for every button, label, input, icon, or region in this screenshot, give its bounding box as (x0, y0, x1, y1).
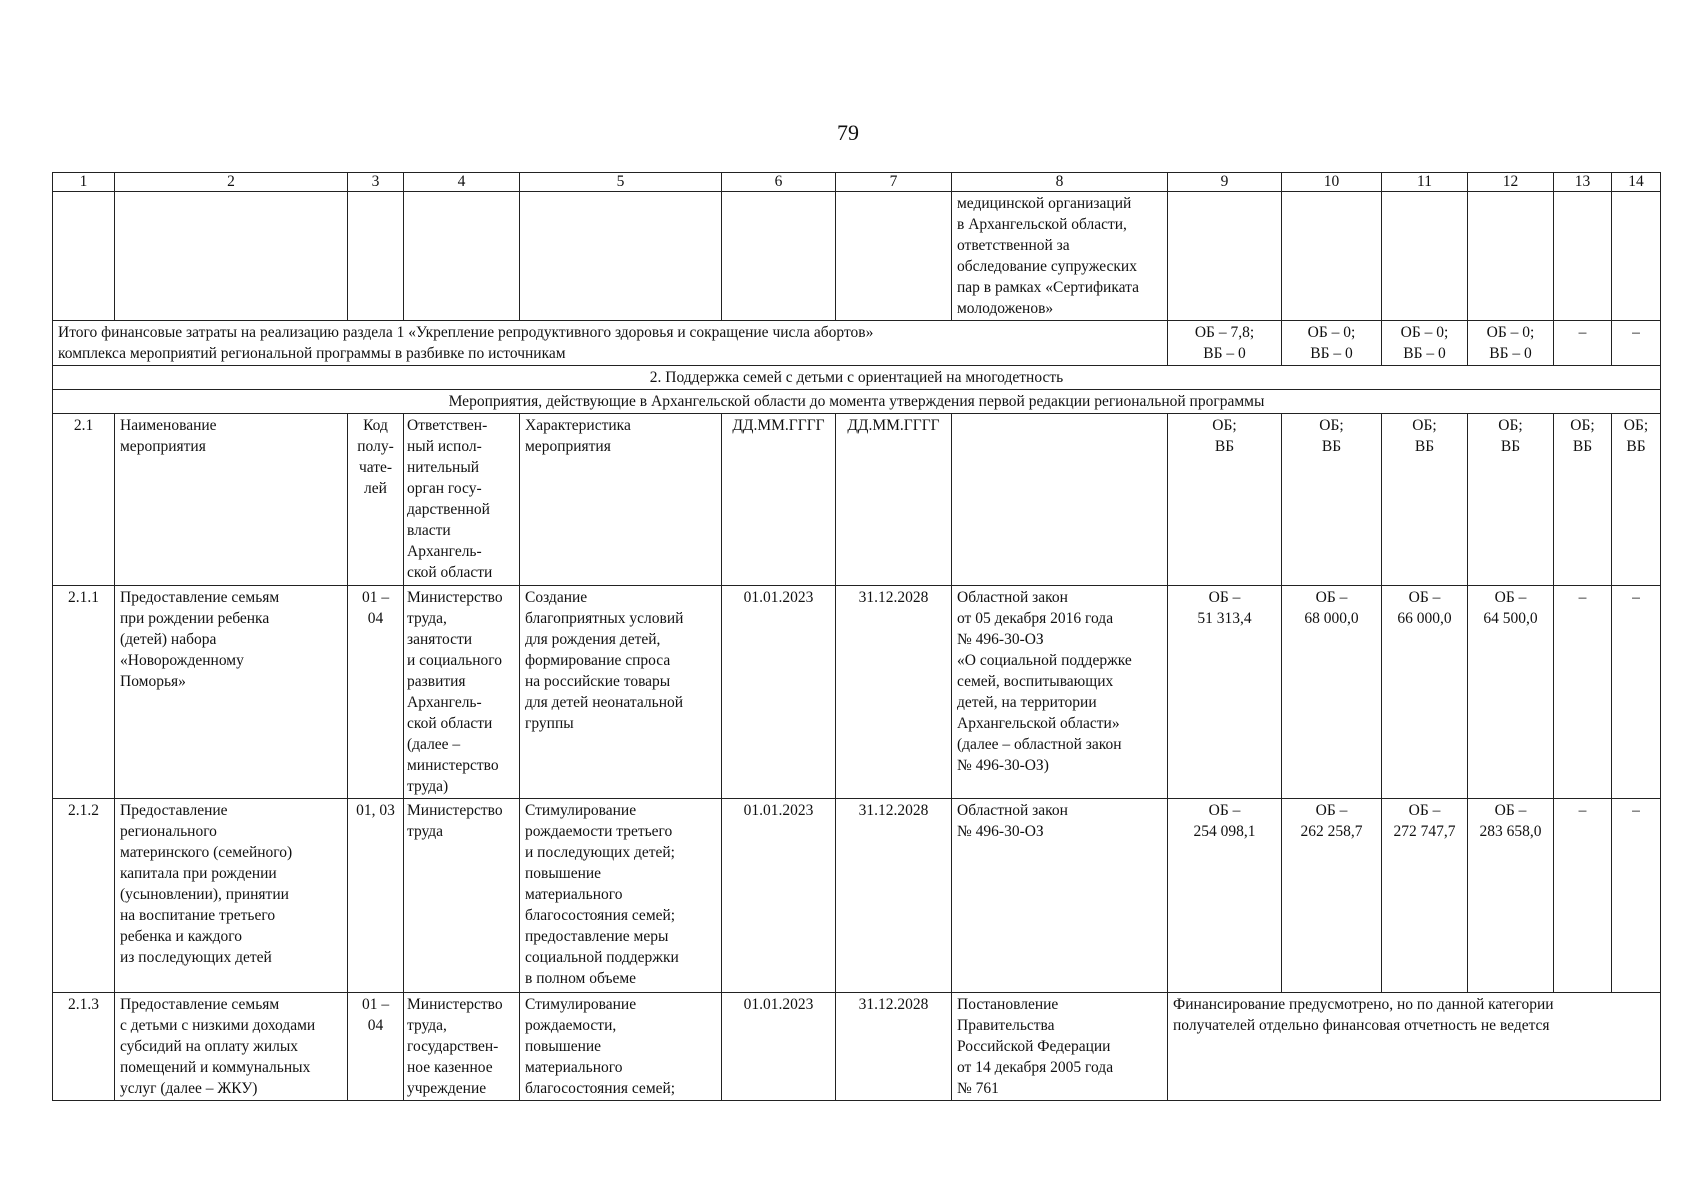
start-date: 01.01.2023 (722, 993, 836, 1101)
table-cell (1168, 192, 1282, 321)
start-date: ДД.ММ.ГГГГ (722, 414, 836, 586)
column-number: 1 (53, 173, 115, 192)
column-number: 8 (952, 173, 1168, 192)
table-cell (1282, 192, 1382, 321)
responsible-body: Министерство труда, занятости и социального развития Архангель- ской области (далее – министерство труда) (404, 586, 520, 799)
recipient-code: Код полу- чате- лей (348, 414, 404, 586)
template-row (53, 414, 1661, 586)
funding-cell: – (1612, 799, 1661, 993)
column-number: 14 (1612, 173, 1661, 192)
funding-cell: ОБ; ВБ (1468, 414, 1554, 586)
column-number: 2 (115, 173, 348, 192)
table-cell (1612, 192, 1661, 321)
section-title-row (53, 366, 1661, 390)
funding-cell: ОБ; ВБ (1168, 414, 1282, 586)
table-cell (520, 192, 722, 321)
subsection-title-row (53, 390, 1661, 414)
section-title: 2. Поддержка семей с детьми с ориентацией на многодетность (53, 366, 1661, 390)
start-date: 01.01.2023 (722, 586, 836, 799)
table-row (53, 799, 1661, 993)
table-cell (1554, 192, 1612, 321)
legal-basis: Постановление Правительства Российской Федерации от 14 декабря 2005 года № 761 (952, 993, 1168, 1101)
end-date: ДД.ММ.ГГГГ (836, 414, 952, 586)
funding-cell: ОБ – 64 500,0 (1468, 586, 1554, 799)
funding-cell: ОБ – 0; ВБ – 0 (1468, 321, 1554, 366)
funding-cell: ОБ – 0; ВБ – 0 (1282, 321, 1382, 366)
measure-name: Предоставление семьям при рождении ребенка (детей) набора «Новорожденному Поморья» (115, 586, 348, 799)
legal-basis (952, 414, 1168, 586)
table-cell (404, 192, 520, 321)
funding-cell: ОБ; ВБ (1282, 414, 1382, 586)
item-number: 2.1.1 (53, 586, 115, 799)
recipient-code: 01 – 04 (348, 586, 404, 799)
total-label: Итого финансовые затраты на реализацию раздела 1 «Укрепление репродуктивного здоровья и сокращение числа абортов» комплекса мероприятий региональной программы в разбивке по источникам (53, 321, 1168, 366)
funding-cell: ОБ – 254 098,1 (1168, 799, 1282, 993)
end-date: 31.12.2028 (836, 586, 952, 799)
item-number: 2.1.2 (53, 799, 115, 993)
funding-cell: ОБ – 283 658,0 (1468, 799, 1554, 993)
legal-basis: Областной закон № 496-30-ОЗ (952, 799, 1168, 993)
financing-note: Финансирование предусмотрено, но по данной категории получателей отдельно финансовая отчетность не ведется (1168, 993, 1661, 1101)
column-number-header (53, 173, 1661, 192)
responsible-body: Ответствен- ный испол- нительный орган госу- дарственной власти Архангель- ской области (404, 414, 520, 586)
responsible-body: Министерство труда, государствен- ное казенное учреждение (404, 993, 520, 1101)
legal-basis: Областной закон от 05 декабря 2016 года № 496-30-ОЗ «О социальной поддержке семей, воспитывающих детей, на территории Архангельской области» (далее – областной закон № 496-30-ОЗ) (952, 586, 1168, 799)
program-table (52, 172, 1661, 1101)
funding-cell: – (1554, 321, 1612, 366)
funding-cell: ОБ; ВБ (1554, 414, 1612, 586)
table-row (53, 993, 1661, 1101)
end-date: 31.12.2028 (836, 993, 952, 1101)
subsection-title: Мероприятия, действующие в Архангельской области до момента утверждения первой редакции региональной программы (53, 390, 1661, 414)
measure-description: Характеристика мероприятия (520, 414, 722, 586)
funding-cell: ОБ – 272 747,7 (1382, 799, 1468, 993)
start-date: 01.01.2023 (722, 799, 836, 993)
column-number: 10 (1282, 173, 1382, 192)
table-cell (1382, 192, 1468, 321)
legal-basis-cell: медицинской организаций в Архангельской области, ответственной за обследование супружеских пар в рамках «Сертификата молодоженов» (952, 192, 1168, 321)
continuation-row (53, 192, 1661, 321)
column-number: 7 (836, 173, 952, 192)
column-number: 4 (404, 173, 520, 192)
table-cell (722, 192, 836, 321)
table-cell (348, 192, 404, 321)
measure-description: Стимулирование рождаемости, повышение материального благосостояния семей; (520, 993, 722, 1101)
recipient-code: 01, 03 (348, 799, 404, 993)
funding-cell: ОБ – 66 000,0 (1382, 586, 1468, 799)
funding-cell: ОБ; ВБ (1382, 414, 1468, 586)
column-number: 3 (348, 173, 404, 192)
item-number: 2.1 (53, 414, 115, 586)
item-number: 2.1.3 (53, 993, 115, 1101)
measure-name: Наименование мероприятия (115, 414, 348, 586)
column-number: 6 (722, 173, 836, 192)
column-number: 11 (1382, 173, 1468, 192)
column-number: 12 (1468, 173, 1554, 192)
column-number: 13 (1554, 173, 1612, 192)
table-cell (53, 192, 115, 321)
responsible-body: Министерство труда (404, 799, 520, 993)
page-number: 79 (837, 120, 859, 145)
funding-cell: – (1612, 321, 1661, 366)
table-cell (1468, 192, 1554, 321)
funding-cell: ОБ; ВБ (1612, 414, 1661, 586)
measure-name: Предоставление семьям с детьми с низкими доходами субсидий на оплату жилых помещений и коммунальных услуг (далее – ЖКУ) (115, 993, 348, 1101)
measure-name: Предоставление регионального материнского (семейного) капитала при рождении (усыновлении), принятии на воспитание третьего ребенка и каждого из последующих детей (115, 799, 348, 993)
measure-description: Создание благоприятных условий для рождения детей, формирование спроса на российские товары для детей неонатальной группы (520, 586, 722, 799)
table-cell (836, 192, 952, 321)
funding-cell: – (1612, 586, 1661, 799)
funding-cell: ОБ – 0; ВБ – 0 (1382, 321, 1468, 366)
column-number: 5 (520, 173, 722, 192)
measure-description: Стимулирование рождаемости третьего и последующих детей; повышение материального благосостояния семей; предоставление меры социальной поддержки в полном объеме (520, 799, 722, 993)
table-row (53, 586, 1661, 799)
funding-cell: – (1554, 586, 1612, 799)
column-number: 9 (1168, 173, 1282, 192)
section-total-row (53, 321, 1661, 366)
recipient-code: 01 – 04 (348, 993, 404, 1101)
funding-cell: ОБ – 51 313,4 (1168, 586, 1282, 799)
funding-cell: ОБ – 7,8; ВБ – 0 (1168, 321, 1282, 366)
end-date: 31.12.2028 (836, 799, 952, 993)
table-cell (115, 192, 348, 321)
funding-cell: ОБ – 68 000,0 (1282, 586, 1382, 799)
funding-cell: ОБ – 262 258,7 (1282, 799, 1382, 993)
funding-cell: – (1554, 799, 1612, 993)
